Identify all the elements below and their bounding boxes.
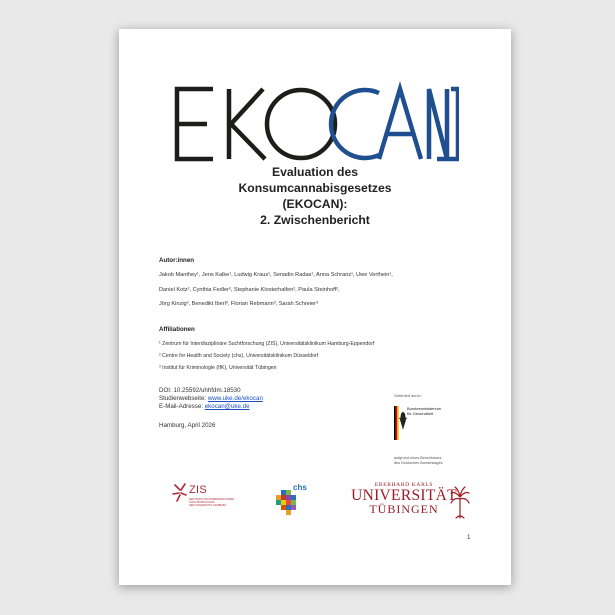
email-link[interactable]: ekocan@uke.de: [204, 403, 250, 411]
page-number: 1: [467, 534, 471, 541]
document-page: [119, 29, 511, 585]
funder-name-line-1: Bundesministerium: [407, 406, 442, 411]
website-label: Studienwebseite:: [159, 395, 208, 403]
funder-foot-line-1: aufgrund eines Beschlusses: [394, 456, 442, 460]
authors-line-3: Jörg Kinzig³, Benedikt Iberl³, Florian Rebmann³, Sarah Schreier³: [159, 301, 318, 307]
funder-block: [394, 394, 484, 465]
tuebingen-logo: [344, 482, 464, 515]
email-label: E-Mail-Adresse:: [159, 403, 205, 411]
title-line-2: Konsumcannabisgesetzes: [238, 181, 392, 195]
funder-name-line-2: für Gesundheit: [407, 411, 434, 416]
authors-list: [159, 268, 479, 312]
doi: DOI: 10.25592/uhhfdm.18530: [159, 387, 241, 394]
zis-sub-line-3: DER UNIVERSITÄT HAMBURG: [189, 504, 227, 508]
chs-name: chs: [293, 483, 307, 492]
affiliations-list: [159, 338, 374, 374]
place-date: Hamburg, April 2026: [159, 422, 216, 429]
authors-line-1: Jakob Manthey¹, Jens Kalke¹, Ludwig Kraus¹, Senadin Radas¹, Anna Schranz¹, Uwe Verthein¹,: [159, 272, 393, 278]
zis-name: ZIS: [189, 484, 208, 496]
funder-footnote: [394, 456, 443, 466]
tuebingen-line-3: TÜBINGEN: [369, 502, 439, 516]
ekocan-logo: [171, 79, 459, 169]
report-title: [119, 164, 511, 228]
title-line-1: Evaluation des: [271, 165, 358, 179]
website-link[interactable]: www.uke.de/ekocan: [207, 395, 263, 403]
tuebingen-line-1: EBERHARD KARLS: [374, 482, 434, 488]
funder-top-text: Gefördert durch:: [394, 394, 422, 398]
affiliations-heading: Affiliationen: [159, 326, 195, 333]
affiliation-3: ³ Institut für Kriminologie (IfK), Universität Tübingen: [159, 365, 277, 371]
title-line-4: 2. Zwischenbericht: [260, 213, 370, 227]
funder-name: [407, 406, 441, 416]
website-row: [159, 395, 263, 403]
authors-line-2: Daniel Kotz², Cynthia Fedler², Stephanie Klosterhalfen², Paula Steinhoff²,: [159, 286, 340, 293]
authors-heading: Autor:innen: [159, 257, 195, 264]
affiliation-2: ² Centre for Health and Society (chs), Universitätsklinikum Düsseldorf: [159, 353, 319, 359]
publication-meta: [159, 387, 263, 412]
tuebingen-line-2: UNIVERSITÄT: [351, 487, 457, 504]
affiliation-1: ¹ Zentrum für Interdisziplinäre Suchtforschung (ZIS), Universitätsklinikum Hamburg-Eppendorf: [159, 341, 375, 347]
zis-subtitle: [189, 498, 239, 507]
zis-sub-line-2: SUCHTFORSCHUNG: [189, 501, 215, 505]
funder-foot-line-2: des Deutschen Bundestages: [394, 461, 443, 465]
email-row: [159, 403, 263, 411]
title-line-3: (EKOCAN):: [282, 197, 348, 211]
zis-sub-line-1: ZENTRUM FÜR INTERDISZIPLINÄRE: [189, 498, 234, 501]
palm-tree-icon: [449, 485, 471, 519]
